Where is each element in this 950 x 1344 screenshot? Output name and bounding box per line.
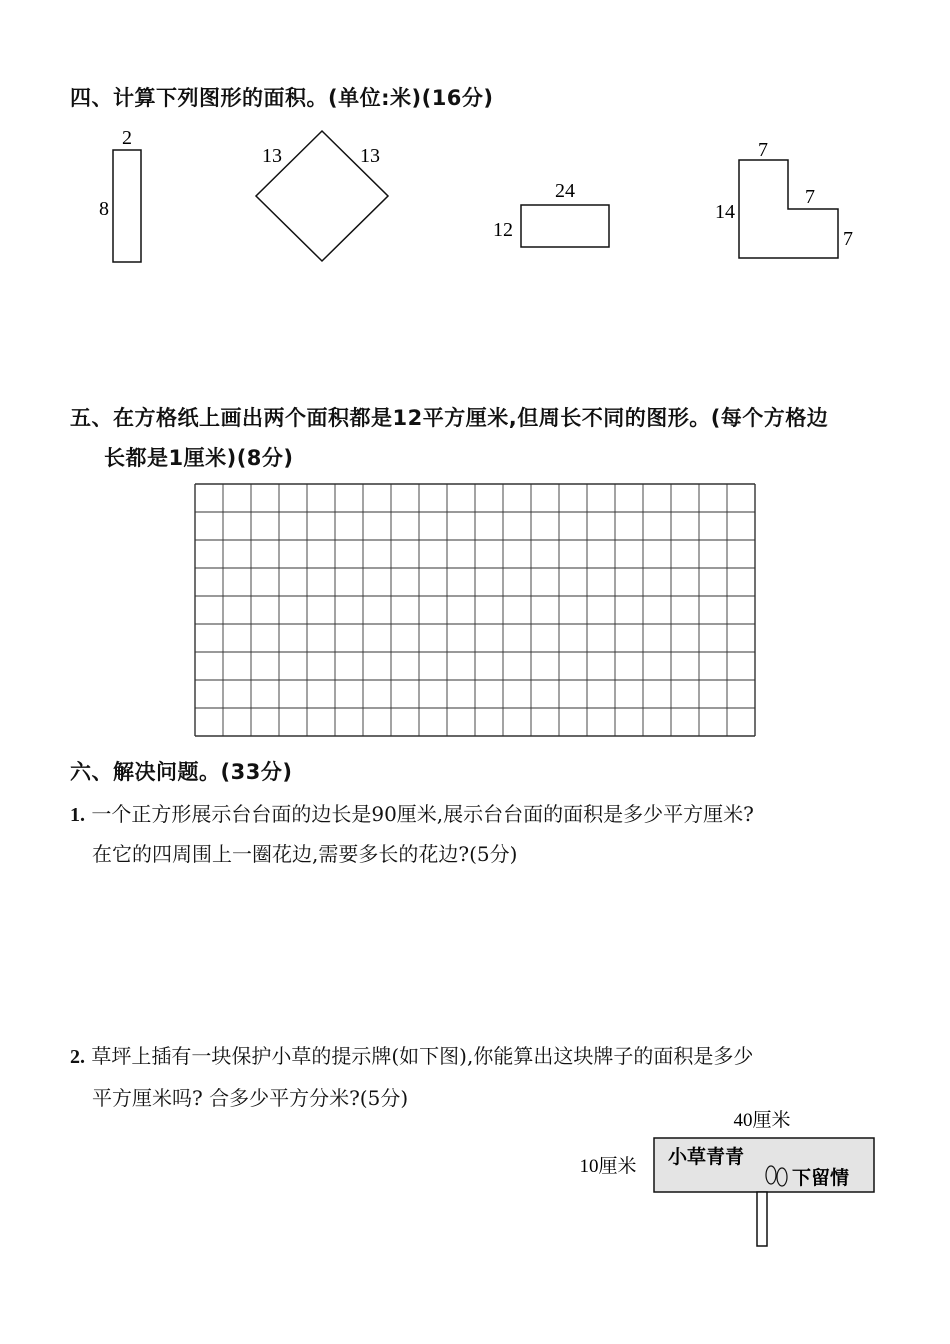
q2-line2: 平方厘米吗? 合多少平方分米?(5分) <box>92 1086 409 1110</box>
sign-illustration <box>560 1100 890 1260</box>
q2-line1 <box>70 1040 753 1069</box>
shape1-width-label: 2 <box>122 127 132 149</box>
q1-line2: 在它的四周围上一圈花边,需要多长的花边?(5分) <box>92 842 518 866</box>
shape3-rectangle <box>493 180 609 247</box>
sign-post <box>757 1192 767 1246</box>
sign-text-right: 下留情 <box>792 1167 850 1189</box>
section5-title-line2: 长都是1厘米)(8分) <box>104 446 294 470</box>
shape2-diamond <box>256 131 388 261</box>
shape1-rectangle <box>99 127 141 262</box>
shape2-left-label: 13 <box>262 145 282 167</box>
shape3-height-label: 12 <box>493 219 513 241</box>
shape3-width-label: 24 <box>555 180 575 202</box>
section4-shapes <box>0 120 950 280</box>
shape1-height-label: 8 <box>99 198 109 220</box>
q2-number: 2. <box>70 1046 85 1068</box>
shape2-right-label: 13 <box>360 145 380 167</box>
sign-text-left: 小草青青 <box>668 1146 745 1168</box>
section6-title: 六、解决问题。(33分) <box>70 760 293 784</box>
section4-title: 四、计算下列图形的面积。(单位:米)(16分) <box>70 86 494 110</box>
square-grid-paper[interactable] <box>194 483 758 739</box>
q1-line1 <box>70 798 754 827</box>
q1-number: 1. <box>70 804 85 826</box>
sign-height-label: 10厘米 <box>579 1156 637 1177</box>
q2-line1-text: 草坪上插有一块保护小草的提示牌(如下图),你能算出这块牌子的面积是多少 <box>91 1044 754 1068</box>
section5-title-line1: 五、在方格纸上画出两个面积都是12平方厘米,但周长不同的图形。(每个方格边 <box>70 406 829 430</box>
q1-line1-text: 一个正方形展示台台面的边长是90厘米,展示台台面的面积是多少平方厘米? <box>91 802 754 826</box>
shape4-height-label: 14 <box>715 201 735 223</box>
shape4-step-label: 7 <box>805 186 815 208</box>
shape4-top-label: 7 <box>758 139 768 161</box>
shape4-l-shape <box>715 139 853 258</box>
shape4-right-label: 7 <box>843 228 853 250</box>
sign-width-label: 40厘米 <box>733 1110 791 1131</box>
